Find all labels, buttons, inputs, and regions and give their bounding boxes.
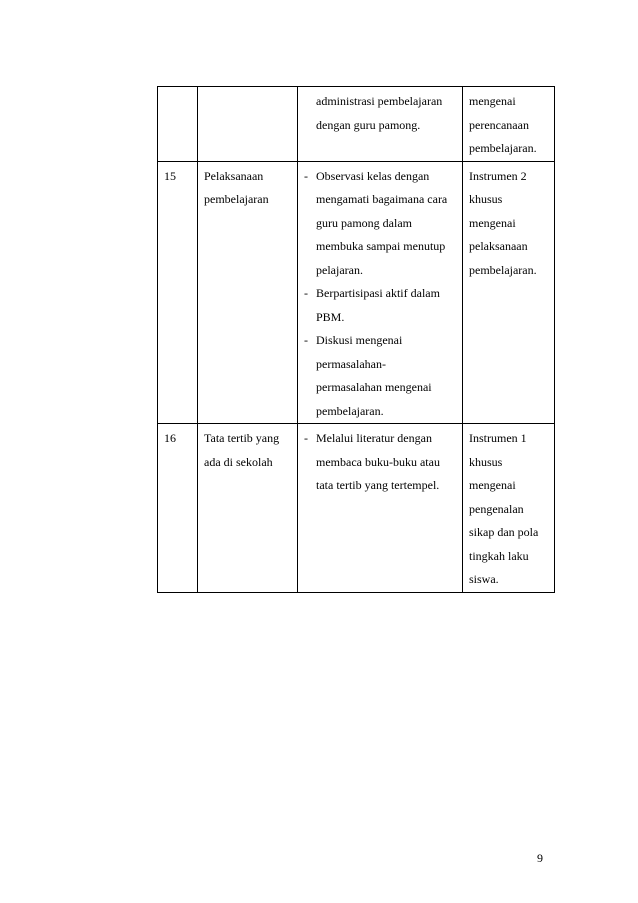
aspect-text-line: Tata tertib yang (204, 431, 280, 445)
method-cell (298, 87, 463, 162)
instrument-text-line: mengenai (469, 478, 516, 492)
method-text-line: tata tertib yang tertempel. (316, 478, 440, 492)
method-text-line: Melalui literatur dengan (316, 431, 432, 445)
method-text-line: permasalahan- (316, 356, 386, 371)
row-number-cell (158, 161, 198, 424)
method-text-line: administrasi pembelajaran (316, 94, 443, 108)
instrument-text-line: pembelajaran. (469, 262, 537, 277)
method-text-line: membuka sampai menutup (316, 239, 446, 253)
aspect-text-line: Pelaksanaan (204, 168, 264, 183)
method-text-line: pelajaran. (316, 262, 363, 277)
method-item (304, 90, 457, 137)
method-item (304, 165, 457, 283)
method-text-line: permasalahan mengenai (316, 380, 432, 394)
method-text-line: guru pamong dalam (316, 215, 412, 230)
aspect-cell (198, 424, 298, 593)
method-cell (298, 161, 463, 424)
instrument-text-line: Instrumen 2 (469, 168, 527, 183)
method-text-line: PBM. (316, 309, 345, 324)
table-row (158, 424, 555, 593)
instrument-cell (463, 424, 555, 593)
aspect-cell (198, 87, 298, 162)
aspect-text-line: ada di sekolah (204, 454, 273, 469)
row-number: 15 (164, 168, 176, 183)
bullet-dash: - (304, 333, 308, 347)
method-text-line: Diskusi mengenai (316, 333, 403, 347)
row-number: 16 (164, 431, 176, 445)
table-body (158, 87, 555, 593)
method-text-line: pembelajaran. (316, 403, 384, 418)
instrument-text-line: pelaksanaan (469, 239, 528, 253)
observation-table (157, 86, 555, 593)
instrument-text-line: mengenai (469, 94, 516, 108)
instrument-text-line: pembelajaran. (469, 141, 537, 155)
method-text-line: membaca buku-buku atau (316, 454, 440, 469)
instrument-cell (463, 161, 555, 424)
instrument-text-line: pengenalan (469, 501, 524, 516)
row-number-cell (158, 424, 198, 593)
instrument-text-line: Instrumen 1 (469, 431, 527, 445)
row-number-cell (158, 87, 198, 162)
aspect-cell (198, 161, 298, 424)
instrument-text-line: tingkah laku (469, 548, 529, 563)
method-item (304, 427, 457, 498)
method-cell (298, 424, 463, 593)
table-row (158, 161, 555, 424)
method-item (304, 282, 457, 329)
instrument-text-line: khusus (469, 454, 503, 469)
method-text-line: dengan guru pamong. (316, 117, 421, 132)
instrument-text-line: perencanaan (469, 117, 529, 132)
method-text-line: Berpartisipasi aktif dalam (316, 286, 440, 300)
bullet-dash: - (304, 431, 308, 445)
instrument-text-line: siswa. (469, 572, 499, 586)
instrument-text-line: khusus (469, 192, 503, 206)
table-row (158, 87, 555, 162)
method-text-line: mengamati bagaimana cara (316, 192, 448, 206)
instrument-text-line: mengenai (469, 215, 516, 230)
method-item (304, 329, 457, 423)
bullet-dash: - (304, 286, 308, 300)
method-text-line: Observasi kelas dengan (316, 168, 430, 183)
instrument-cell (463, 87, 555, 162)
instrument-text-line: sikap dan pola (469, 525, 539, 539)
bullet-dash: - (304, 168, 308, 183)
aspect-text-line: pembelajaran (204, 192, 269, 206)
page-number: 9 (537, 851, 543, 865)
